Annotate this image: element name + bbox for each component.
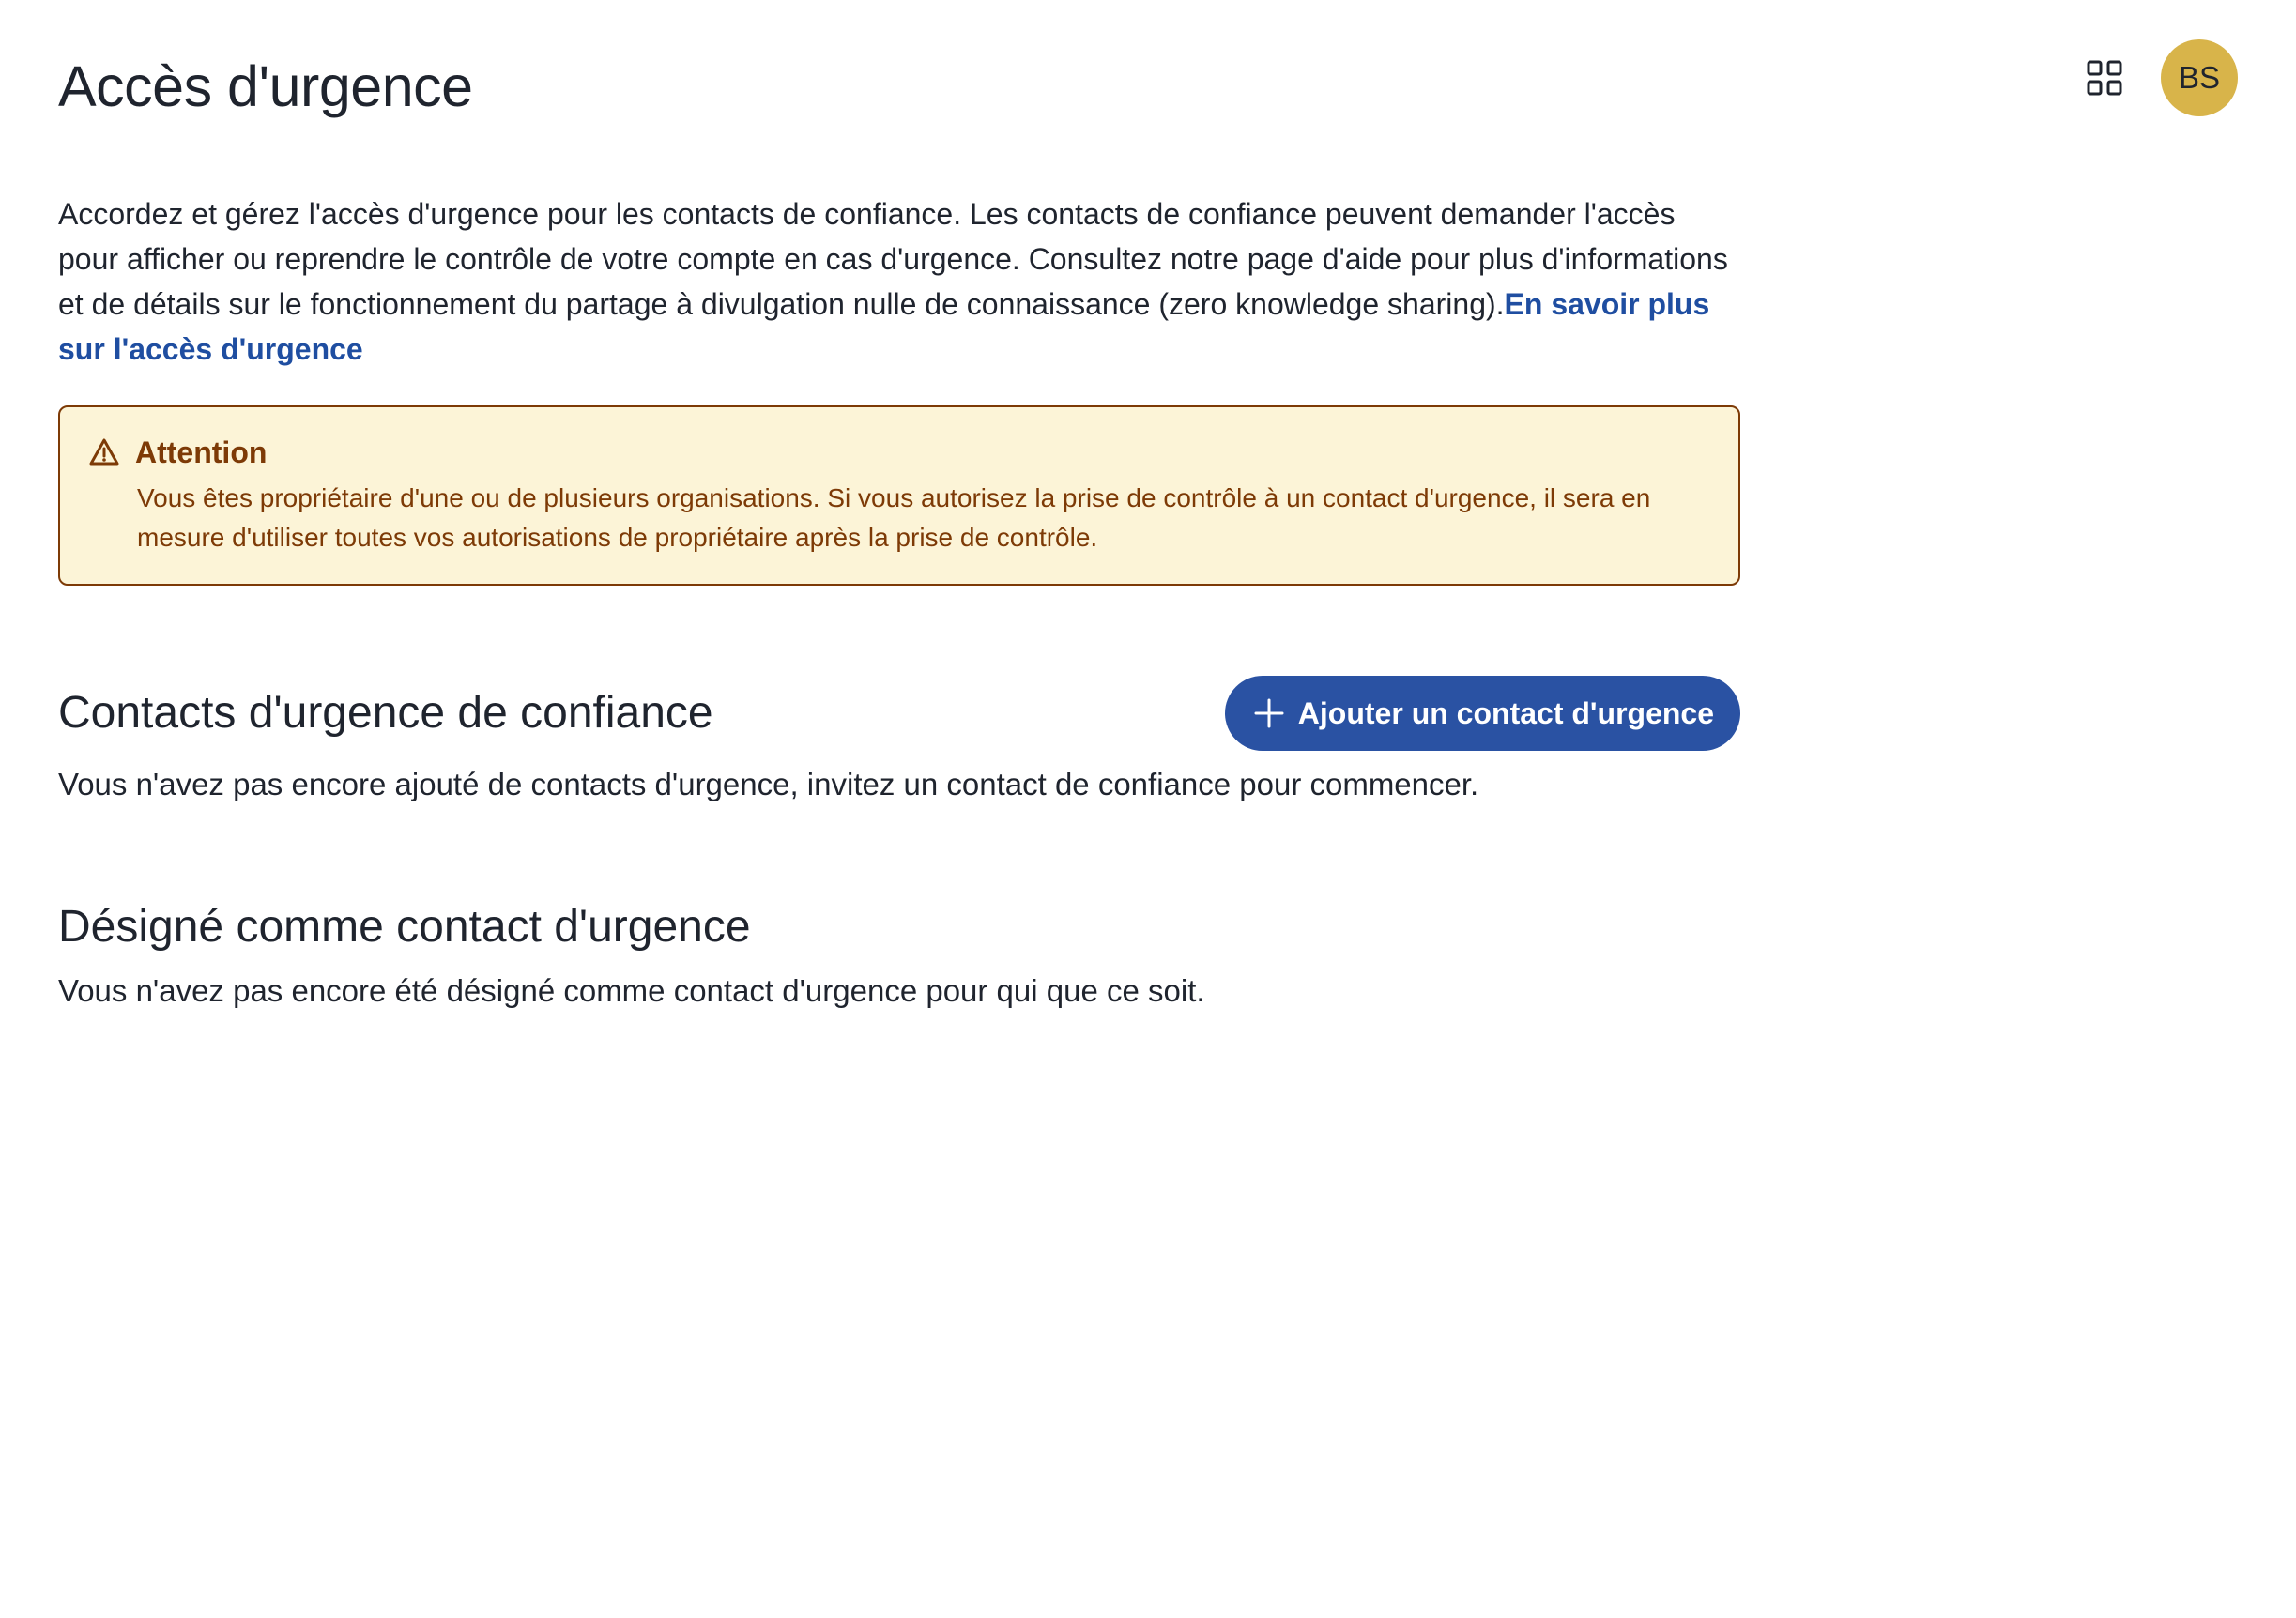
plus-icon xyxy=(1253,697,1285,729)
trusted-contacts-title: Contacts d'urgence de confiance xyxy=(58,688,713,738)
apps-button[interactable] xyxy=(2078,52,2131,104)
main-content xyxy=(58,191,1740,1014)
page-title: Accès d'urgence xyxy=(58,54,473,118)
warning-header xyxy=(88,432,1708,473)
add-emergency-contact-button[interactable] xyxy=(1225,676,1740,751)
header-actions xyxy=(2078,39,2238,116)
learn-more-link[interactable]: En savoir plus sur l'accès d'urgence xyxy=(58,287,1710,366)
warning-title: Attention xyxy=(135,435,268,469)
avatar-initials: BS xyxy=(2178,60,2221,95)
avatar[interactable] xyxy=(2161,39,2238,116)
warning-triangle-icon xyxy=(88,437,120,467)
designated-section xyxy=(58,897,1740,1014)
warning-body: Vous êtes propriétaire d'une ou de plusieurs organisations. Si vous autorisez la prise de contrôle à un contact d'urgence, il sera en mesure d'utiliser toutes vos autorisations de propriétaire après la prise de contrôle. xyxy=(137,483,1651,552)
designated-title: Désigné comme contact d'urgence xyxy=(58,902,751,952)
warning-callout xyxy=(58,405,1740,586)
trusted-contacts-header xyxy=(58,676,1740,751)
intro-paragraph xyxy=(58,191,1740,372)
add-emergency-contact-label: Ajouter un contact d'urgence xyxy=(1297,695,1714,730)
trusted-contacts-empty-text: Vous n'avez pas encore ajouté de contacts d'urgence, invitez un contact de confiance pour commencer. xyxy=(58,767,1479,801)
grid-icon xyxy=(2086,59,2123,97)
designated-empty-text: Vous n'avez pas encore été désigné comme contact d'urgence pour qui que ce soit. xyxy=(58,973,1205,1008)
intro-text: Accordez et gérez l'accès d'urgence pour les contacts de confiance. Les contacts de confiance peuvent demander l'accès pour afficher ou reprendre le contrôle de votre compte en cas d'urgence. Consultez notre page d'aide pour plus d'informations et de détails sur le fonctionnement du partage à divulgation nulle de connaissance (zero knowledge sharing). xyxy=(58,197,1728,321)
